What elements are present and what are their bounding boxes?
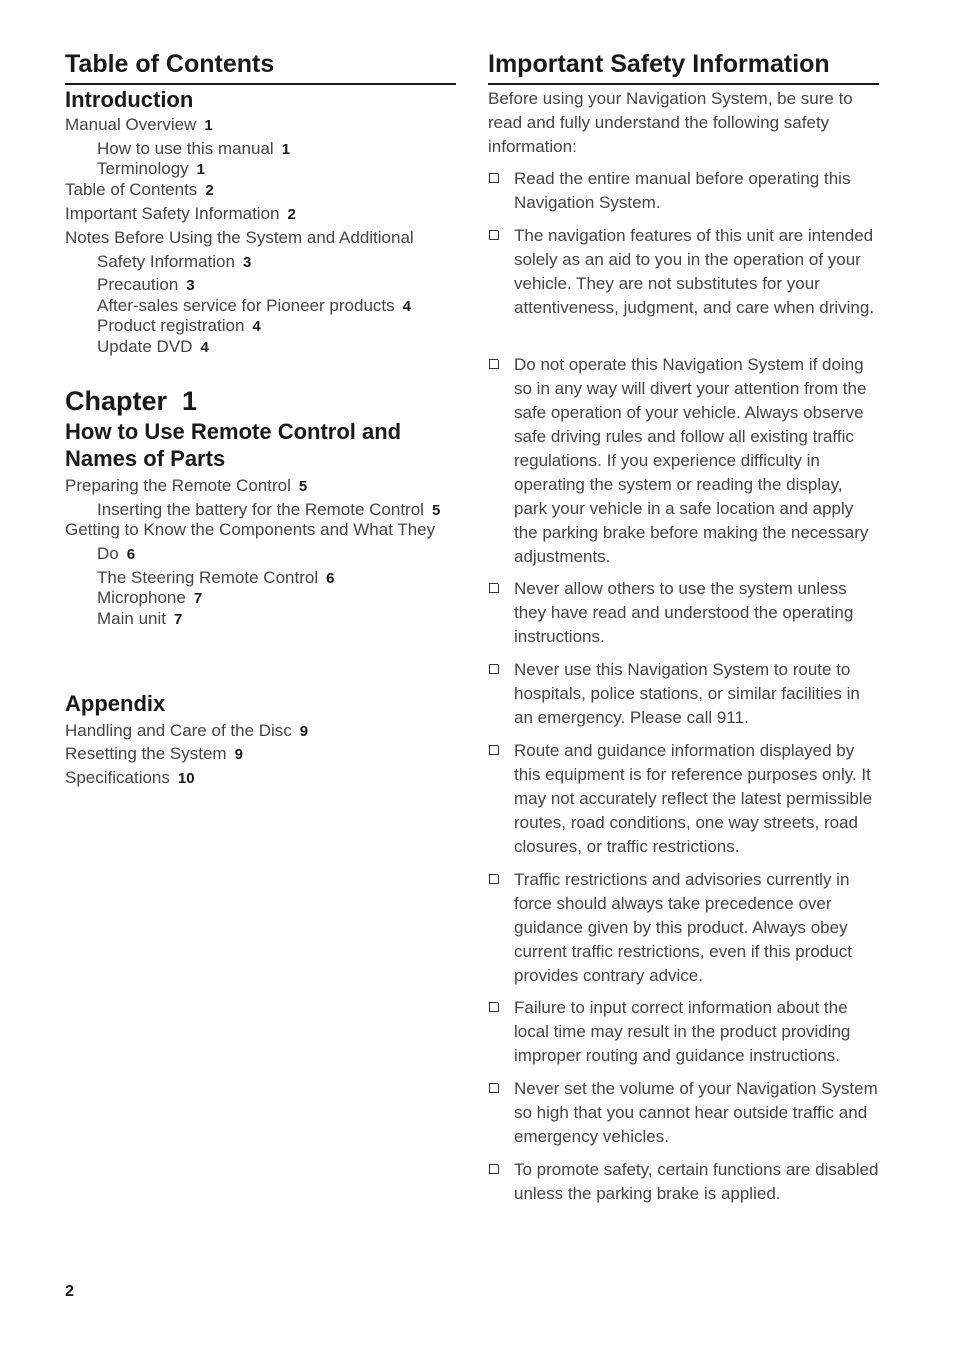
safety-heading-rule	[488, 83, 879, 85]
chapter-heading	[65, 386, 197, 417]
checkbox-bullet-icon	[489, 874, 499, 884]
safety-item	[488, 658, 880, 730]
toc-entry[interactable]	[97, 275, 195, 296]
checkbox-bullet-icon	[489, 230, 499, 240]
safety-item-text: Never set the volume of your Navigation System so high that you cannot hear outside traffic and emergency vehicles.	[514, 1079, 878, 1146]
safety-item	[488, 868, 880, 988]
toc-entry-page: 10	[177, 770, 195, 787]
toc-entry[interactable]	[65, 518, 456, 567]
toc-entry-page: 1	[196, 161, 205, 178]
introduction-heading: Introduction	[65, 87, 194, 112]
toc-entry[interactable]	[97, 588, 202, 609]
toc-entry-text-continued: Do	[97, 544, 119, 563]
safety-item-text: Route and guidance information displayed by this equipment is for reference purposes only. It may not accurately reflect the latest permissible routes, road conditions, one way streets, road closures, or traffic restrictions.	[514, 741, 873, 856]
toc-entry-text: Getting to Know the Components and What They	[65, 520, 436, 539]
safety-item-text: Never allow others to use the system unless they have read and understood the operating instructions.	[514, 579, 854, 646]
safety-item	[488, 577, 880, 649]
toc-entry-page: 7	[193, 590, 203, 607]
toc-entry[interactable]	[65, 744, 243, 765]
appendix-heading: Appendix	[65, 691, 166, 716]
toc-entry-page: 1	[281, 141, 291, 158]
safety-item	[488, 739, 880, 859]
toc-entry[interactable]	[65, 226, 456, 275]
toc-entry[interactable]	[97, 139, 290, 160]
toc-entry-text: Specifications	[65, 768, 170, 787]
safety-item	[488, 1158, 880, 1206]
safety-item	[488, 1077, 880, 1149]
toc-entry-page: 4	[252, 318, 261, 335]
safety-heading: Important Safety Information	[488, 50, 830, 78]
safety-item-text: The navigation features of this unit are intended solely as an aid to you in the operation of your vehicle. They are not substitutes for your attentiveness, judgment, and care when driving.	[514, 226, 875, 317]
toc-entry-text-continued: Safety Information	[97, 252, 235, 271]
safety-item-text: To promote safety, certain functions are disabled unless the parking brake is applied.	[514, 1160, 879, 1203]
checkbox-bullet-icon	[489, 1164, 499, 1174]
toc-entry-page: 3	[242, 254, 252, 271]
chapter-label: Chapter	[65, 386, 168, 416]
toc-entry-text: Product registration	[97, 316, 245, 335]
chapter-title: How to Use Remote Control and Names of Parts	[65, 419, 402, 471]
toc-entry-text: Manual Overview	[65, 115, 197, 134]
toc-entry[interactable]	[65, 721, 308, 742]
checkbox-bullet-icon	[489, 1083, 499, 1093]
toc-heading-rule	[65, 83, 456, 85]
toc-entry-text: Notes Before Using the System and Additional	[65, 228, 414, 247]
toc-entry[interactable]	[65, 476, 307, 497]
checkbox-bullet-icon	[489, 664, 499, 674]
safety-item	[488, 996, 880, 1068]
safety-item	[488, 167, 880, 215]
safety-item-text: Traffic restrictions and advisories currently in force should always take precedence over guidance given by this product. Always obey current traffic restrictions, even if this product provides contrary advice.	[514, 870, 852, 985]
toc-entry-text: Handling and Care of the Disc	[65, 721, 292, 740]
toc-entry-page: 4	[402, 298, 411, 315]
checkbox-bullet-icon	[489, 359, 499, 369]
toc-entry[interactable]	[65, 204, 296, 225]
toc-entry-page: 6	[326, 570, 335, 587]
toc-entry-text: Main unit	[97, 609, 166, 628]
chapter-number: 1	[182, 386, 198, 416]
safety-item-text: Do not operate this Navigation System if doing so in any way will divert your attention from the safe operation of your vehicle. Always observe safe driving rules and follow all existing traffic regulations. If you experience difficulty in operating the system or reading the display, park your vehicle in a safe location and apply the parking brake before making the necessary adjustments.	[514, 355, 869, 566]
toc-entry-text: Inserting the battery for the Remote Control	[97, 500, 424, 519]
safety-item	[488, 224, 880, 320]
toc-entry-page: 9	[234, 746, 243, 763]
checkbox-bullet-icon	[489, 583, 499, 593]
toc-entry-text: How to use this manual	[97, 139, 274, 158]
checkbox-bullet-icon	[489, 173, 499, 183]
safety-item	[488, 353, 880, 569]
toc-entry-page: 6	[126, 546, 136, 563]
toc-entry[interactable]	[97, 568, 334, 589]
safety-item-text: Failure to input correct information about the local time may result in the product providing improper routing and guidance instructions.	[514, 998, 851, 1065]
safety-item-text: Never use this Navigation System to route to hospitals, police stations, or similar facilities in an emergency. Please call 911.	[514, 660, 860, 727]
toc-entry[interactable]	[65, 180, 214, 201]
safety-intro: Before using your Navigation System, be sure to read and fully understand the following safety information:	[488, 89, 853, 156]
toc-entry-page: 9	[299, 723, 309, 740]
toc-entry-text: Resetting the System	[65, 744, 227, 763]
toc-entry[interactable]	[97, 296, 411, 317]
toc-entry-page: 5	[431, 502, 441, 519]
toc-entry-text: Precaution	[97, 275, 179, 294]
toc-entry-page: 5	[298, 478, 308, 495]
toc-entry[interactable]	[65, 115, 213, 136]
toc-entry-page: 2	[287, 206, 296, 223]
toc-entry-page: 4	[200, 339, 209, 356]
toc-entry-text: Preparing the Remote Control	[65, 476, 291, 495]
toc-entry[interactable]	[97, 337, 209, 358]
toc-entry[interactable]	[65, 768, 195, 789]
toc-entry[interactable]	[97, 316, 261, 337]
toc-entry-text: Microphone	[97, 588, 186, 607]
toc-entry-page: 2	[205, 182, 214, 199]
toc-entry-text: Terminology	[97, 159, 189, 178]
toc-entry-page: 7	[173, 611, 183, 628]
checkbox-bullet-icon	[489, 745, 499, 755]
toc-entry-text: After-sales service for Pioneer products	[97, 296, 395, 315]
toc-entry-text: Update DVD	[97, 337, 193, 356]
checkbox-bullet-icon	[489, 1002, 499, 1012]
toc-entry-page: 3	[186, 277, 195, 294]
toc-entry-text: The Steering Remote Control	[97, 568, 319, 587]
toc-entry[interactable]	[97, 609, 182, 630]
toc-entry-text: Important Safety Information	[65, 204, 280, 223]
toc-entry-text: Table of Contents	[65, 180, 198, 199]
toc-entry[interactable]	[97, 159, 205, 180]
toc-entry-page: 1	[204, 117, 213, 134]
page-number: 2	[65, 1283, 74, 1300]
safety-item-text: Read the entire manual before operating this Navigation System.	[514, 169, 851, 212]
toc-heading: Table of Contents	[65, 50, 275, 78]
